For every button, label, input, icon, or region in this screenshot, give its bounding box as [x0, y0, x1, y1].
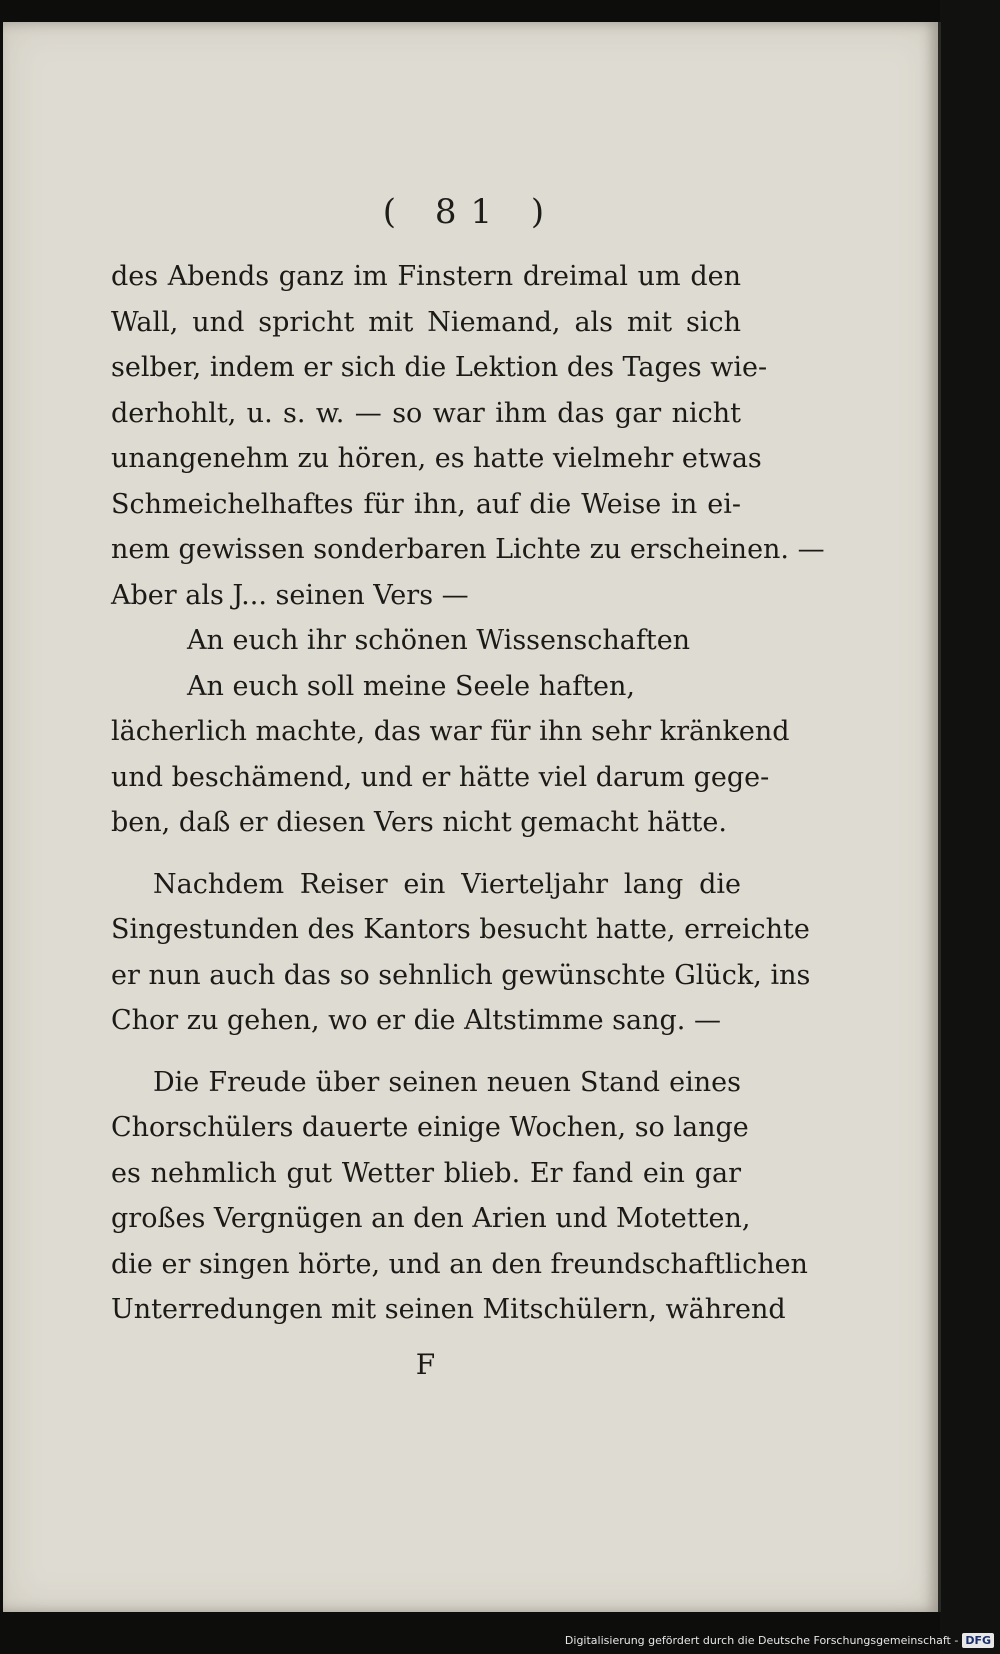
text-line: Nachdem Reiser ein Vierteljahr lang die: [153, 868, 741, 900]
verse-line: An euch ihr schönen Wissenschaften: [187, 625, 691, 656]
text-line: selber, indem er sich die Lektion des Tages wie-: [111, 352, 768, 383]
text-line: nem gewissen sonderbaren Lichte zu erscheinen. —: [111, 534, 825, 565]
text-line: die er singen hörte, und an den freundschaftlichen: [111, 1248, 808, 1280]
text-line: Chor zu gehen, wo er die Altstimme sang. —: [111, 1005, 721, 1036]
text-line: ben, daß er diesen Vers nicht gemacht hätte.: [111, 807, 727, 838]
text-line: unangenehm zu hören, es hatte vielmehr etwas: [111, 443, 762, 474]
scan-edge: [940, 0, 1000, 1654]
page-number: ( 81 ): [382, 192, 559, 232]
text-line: lächerlich machte, das war für ihn sehr kränkend: [111, 716, 790, 747]
verse-line: An euch soll meine Seele haften,: [187, 670, 635, 702]
text-line: und beschämend, und er hätte viel darum gege-: [111, 761, 770, 793]
digitization-credit: [565, 1630, 994, 1650]
text-line: des Abends ganz im Finstern dreimal um den: [111, 261, 741, 292]
signature-mark: F: [415, 1348, 436, 1381]
text-line: großes Vergnügen an den Arien und Motetten,: [111, 1203, 751, 1234]
text-line: Schmeichelhaftes für ihn, auf die Weise in ei-: [111, 488, 741, 520]
text-line: Unterredungen mit seinen Mitschülern, während: [111, 1294, 786, 1325]
body-text: [111, 254, 825, 1333]
text-line: Singestunden des Kantors besucht hatte, erreichte: [111, 914, 810, 945]
text-line: Wall, und spricht mit Niemand, als mit sich: [111, 306, 741, 338]
text-line: er nun auch das so sehnlich gewünschte Glück, ins: [111, 959, 811, 991]
text-line: Die Freude über seinen neuen Stand eines: [153, 1066, 741, 1098]
text-line: es nehmlich gut Wetter blieb. Er fand ein gar: [111, 1157, 741, 1189]
dfg-logo: DFG: [962, 1633, 994, 1648]
text-line: derhohlt, u. s. w. — so war ihm das gar nicht: [111, 397, 741, 429]
text-line: Aber als J... seinen Vers —: [111, 579, 469, 611]
text-line: Chorschülers dauerte einige Wochen, so lange: [111, 1112, 749, 1143]
credit-text: Digitalisierung gefördert durch die Deutsche Forschungsgemeinschaft -: [564, 1633, 959, 1647]
book-page: [3, 22, 941, 1612]
